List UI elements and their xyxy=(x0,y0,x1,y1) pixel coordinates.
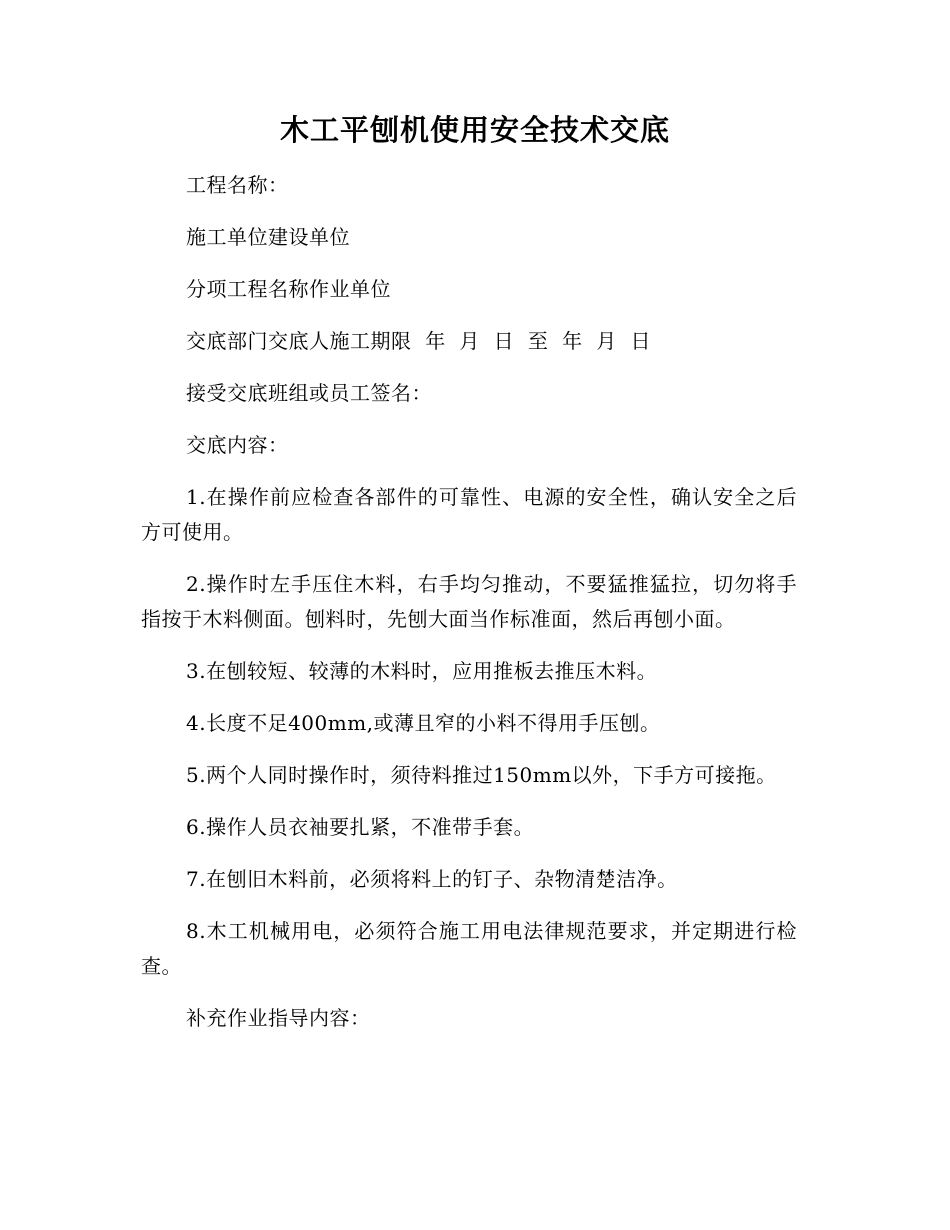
list-item: 8.木工机械用电，必须符合施工用电法律规范要求，并定期进行检查。 xyxy=(141,919,797,978)
list-item: 1.在操作前应检查各部件的可靠性、电源的安全性，确认安全之后方可使用。 xyxy=(141,485,797,544)
list-item: 5.两个人同时操作时，须待料推过150mm以外，下手方可接拖。 xyxy=(186,763,777,787)
list-item: 4.长度不足400mm,或薄且窄的小料不得用手压刨。 xyxy=(186,711,661,735)
list-item: 3.在刨较短、较薄的木料时，应用推板去推压木料。 xyxy=(186,659,658,683)
list-item: 7.在刨旧木料前，必须将料上的钉子、杂物清楚洁净。 xyxy=(186,867,678,891)
list-item: 6.操作人员衣袖要扎紧，不准带手套。 xyxy=(186,815,535,839)
field-subproject-name: 分项工程名称作业单位 xyxy=(186,277,391,301)
document-body xyxy=(141,168,797,1053)
field-construction-unit: 施工单位建设单位 xyxy=(186,225,350,249)
field-supplementary-guidance: 补充作业指导内容： xyxy=(186,1006,371,1030)
field-team-signature: 接受交底班组或员工签名： xyxy=(186,381,432,405)
field-project-name: 工程名称： xyxy=(186,173,289,197)
document-title: 木工平刨机使用安全技术交底 xyxy=(279,113,670,147)
list-item: 2.操作时左手压住木料，右手均匀推动，不要猛推猛拉，切勿将手指按于木料侧面。刨料时，先刨大面当作标准面，然后再刨小面。 xyxy=(141,572,797,631)
field-disclosure-department: 交底部门交底人施工期限 年 月 日 至 年 月 日 xyxy=(186,329,652,353)
field-disclosure-content: 交底内容： xyxy=(186,433,289,457)
